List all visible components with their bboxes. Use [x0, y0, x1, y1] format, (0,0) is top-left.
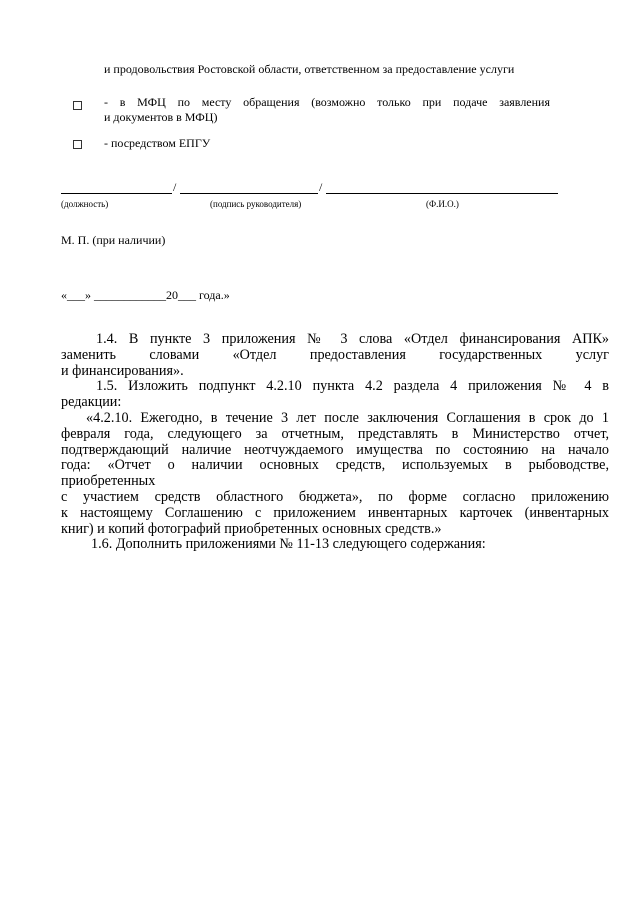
- text-line: «4.2.10. Ежегодно, в течение 3 лет после заключения Соглашения в срок до 1: [86, 409, 609, 426]
- text-line: приобретенных: [61, 473, 156, 490]
- text-line: заменить словами «Отдел предоставления государственных услуг: [61, 346, 609, 363]
- signature-line: [180, 193, 318, 194]
- text-line: с участием средств областного бюджета», по форме согласно приложению: [61, 488, 609, 505]
- text-line: редакции:: [61, 394, 122, 411]
- mfc-checkbox[interactable]: [73, 101, 82, 110]
- text-line: и финансирования».: [61, 362, 184, 379]
- date-line: «___» ____________20___ года.»: [61, 288, 230, 302]
- amendment-text: [61, 332, 609, 553]
- text-line: подтверждающий наличие неотчуждаемого имущества по состоянию на начало: [61, 441, 609, 458]
- text-line: 1.6. Дополнить приложениями № 11-13 следующего содержания:: [91, 536, 486, 553]
- name-label: (Ф.И.О.): [426, 199, 459, 209]
- seal-label: М. П. (при наличии): [61, 233, 166, 247]
- option-mfc: [104, 95, 550, 125]
- name-line: [326, 193, 558, 194]
- option-epgu-line1: - посредством ЕПГУ: [104, 136, 211, 150]
- text-line: 1.5. Изложить подпункт 4.2.10 пункта 4.2 раздела 4 приложения № 4 в: [96, 378, 609, 395]
- position-line: [61, 193, 172, 194]
- position-label: (должность): [61, 199, 109, 209]
- option-mfc-line1: - в МФЦ по месту обращения (возможно только при подаче заявления: [104, 95, 550, 109]
- text-line: года: «Отчет о наличии основных средств, используемых в рыбоводстве,: [61, 457, 609, 474]
- text-line: к настоящему Соглашению с приложением инвентарных карточек (инвентарных: [61, 504, 609, 521]
- header-line: и продовольствия Ростовской области, ответственном за предоставление услуги: [104, 62, 515, 76]
- epgu-checkbox[interactable]: [73, 140, 82, 149]
- option-mfc-line2: и документов в МФЦ): [104, 110, 218, 124]
- signature-slash-2: /: [319, 180, 323, 194]
- text-line: книг) и копий фотографий приобретенных основных средств.»: [61, 520, 442, 537]
- text-line: 1.4. В пункте 3 приложения № 3 слова «Отдел финансирования АПК»: [96, 331, 609, 347]
- text-line: февраля года, следующего за отчетным, представлять в Министерство отчет,: [61, 425, 609, 442]
- option-epgu: [104, 136, 550, 151]
- signature-slash-1: /: [173, 180, 177, 194]
- signature-label: (подпись руководителя): [210, 199, 302, 209]
